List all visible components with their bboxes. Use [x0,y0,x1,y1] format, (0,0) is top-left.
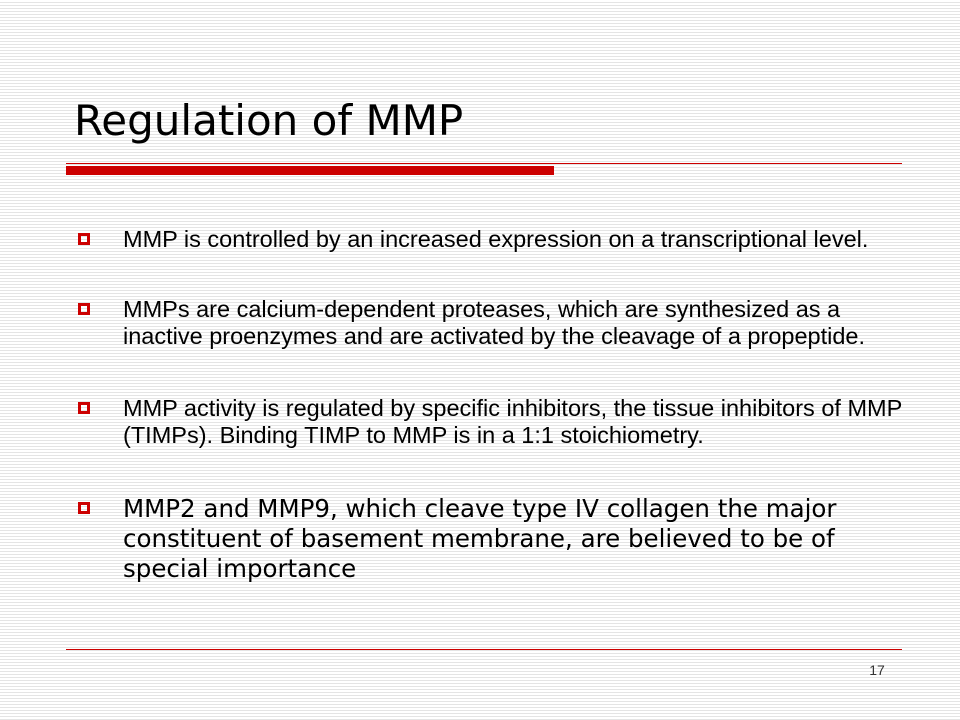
footer-divider [66,649,902,650]
hollow-square-icon [78,303,90,315]
bullet-text: MMP is controlled by an increased expression on a transcriptional level. [123,226,869,252]
slide-title: Regulation of MMP [74,96,464,145]
hollow-square-icon [78,233,90,245]
bullet-text: MMP2 and MMP9, which cleave type IV collagen the major constituent of basement membrane, are believed to be of special importance [123,494,837,583]
hollow-square-icon [78,402,90,414]
page-number: 17 [869,662,885,678]
hollow-square-icon [78,502,90,514]
bullet-text: MMP activity is regulated by specific inhibitors, the tissue inhibitors of MMP (TIMPs). Binding TIMP to MMP is in a 1:1 stoichiometry. [123,395,902,448]
bullet-text: MMPs are calcium-dependent proteases, which are synthesized as a inactive proenzymes and are activated by the cleavage of a propeptide. [123,296,866,349]
